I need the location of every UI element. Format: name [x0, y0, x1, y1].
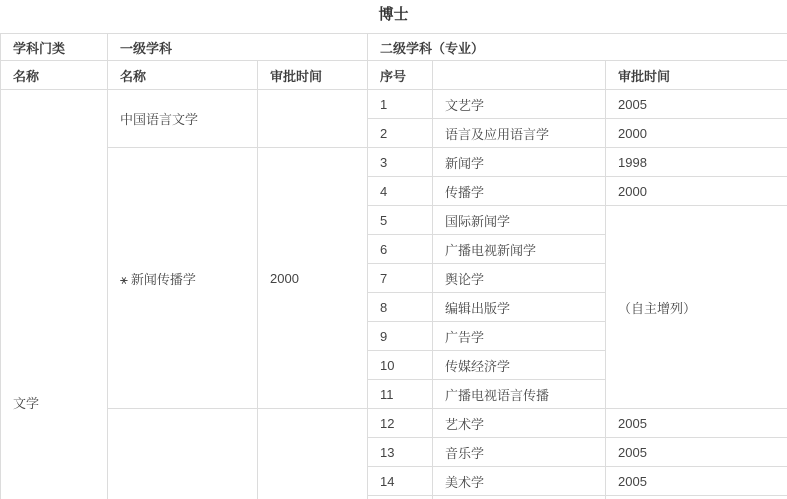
second-level-time-cell: 1998: [606, 148, 787, 177]
seq-cell: 4: [368, 177, 433, 206]
header-row-columns: [1, 61, 787, 90]
asterisk-icon: ⚹: [120, 271, 128, 287]
table-row: [1, 90, 787, 119]
second-level-time-cell: 2000: [606, 177, 787, 206]
category-cell: 文学: [1, 90, 108, 499]
header-second-level: 二级学科（专业）: [368, 34, 787, 61]
second-level-time-cell: 2005: [606, 90, 787, 119]
second-level-name-cell: 广播电视新闻学: [433, 235, 606, 264]
table-row: [1, 148, 787, 177]
second-level-time-cell: 2005: [606, 438, 787, 467]
second-level-name-cell: [433, 496, 606, 499]
table-row: [1, 409, 787, 438]
disciplines-table: [0, 33, 787, 499]
second-level-time-cell: [606, 496, 787, 499]
header-seq: 序号: [368, 61, 433, 90]
header-second-time: 审批时间: [606, 61, 787, 90]
second-level-name-cell: 舆论学: [433, 264, 606, 293]
second-level-time-cell: 2005: [606, 467, 787, 496]
seq-cell: [368, 496, 433, 499]
second-level-name-cell: 广播电视语言传播: [433, 380, 606, 409]
second-level-time-merged-cell: （自主增列）: [606, 206, 787, 409]
seq-cell: 10: [368, 351, 433, 380]
first-level-name-cell: 中国语言文学: [108, 90, 258, 148]
header-row-groups: [1, 34, 787, 61]
seq-cell: 3: [368, 148, 433, 177]
header-category: 学科门类: [1, 34, 108, 61]
first-level-name: 新闻传播学: [130, 271, 196, 287]
second-level-name-cell: 编辑出版学: [433, 293, 606, 322]
second-level-name-cell: 新闻学: [433, 148, 606, 177]
seq-cell: 13: [368, 438, 433, 467]
second-level-time-cell: 2000: [606, 119, 787, 148]
seq-cell: 2: [368, 119, 433, 148]
page-title: 博士: [378, 6, 409, 23]
seq-cell: 9: [368, 322, 433, 351]
first-level-name-cell: [108, 409, 258, 499]
seq-cell: 1: [368, 90, 433, 119]
first-level-name-cell: [108, 148, 258, 409]
header-first-level: 一级学科: [108, 34, 368, 61]
first-level-time-cell: [258, 90, 368, 148]
second-level-name-cell: 传媒经济学: [433, 351, 606, 380]
seq-cell: 14: [368, 467, 433, 496]
second-level-name-cell: 传播学: [433, 177, 606, 206]
seq-cell: 5: [368, 206, 433, 235]
seq-cell: 7: [368, 264, 433, 293]
seq-cell: 11: [368, 380, 433, 409]
header-second-name: [433, 61, 606, 90]
seq-cell: 12: [368, 409, 433, 438]
second-level-name-cell: 广告学: [433, 322, 606, 351]
header-category-name: 名称: [1, 61, 108, 90]
header-first-time: 审批时间: [258, 61, 368, 90]
first-level-time-cell: [258, 409, 368, 499]
second-level-name-cell: 国际新闻学: [433, 206, 606, 235]
second-level-name-cell: 文艺学: [433, 90, 606, 119]
second-level-name-cell: 语言及应用语言学: [433, 119, 606, 148]
second-level-time-cell: 2005: [606, 409, 787, 438]
second-level-name-cell: 音乐学: [433, 438, 606, 467]
second-level-name-cell: 美术学: [433, 467, 606, 496]
header-first-name: 名称: [108, 61, 258, 90]
first-level-time-cell: 2000: [258, 148, 368, 409]
seq-cell: 6: [368, 235, 433, 264]
seq-cell: 8: [368, 293, 433, 322]
second-level-name-cell: 艺术学: [433, 409, 606, 438]
